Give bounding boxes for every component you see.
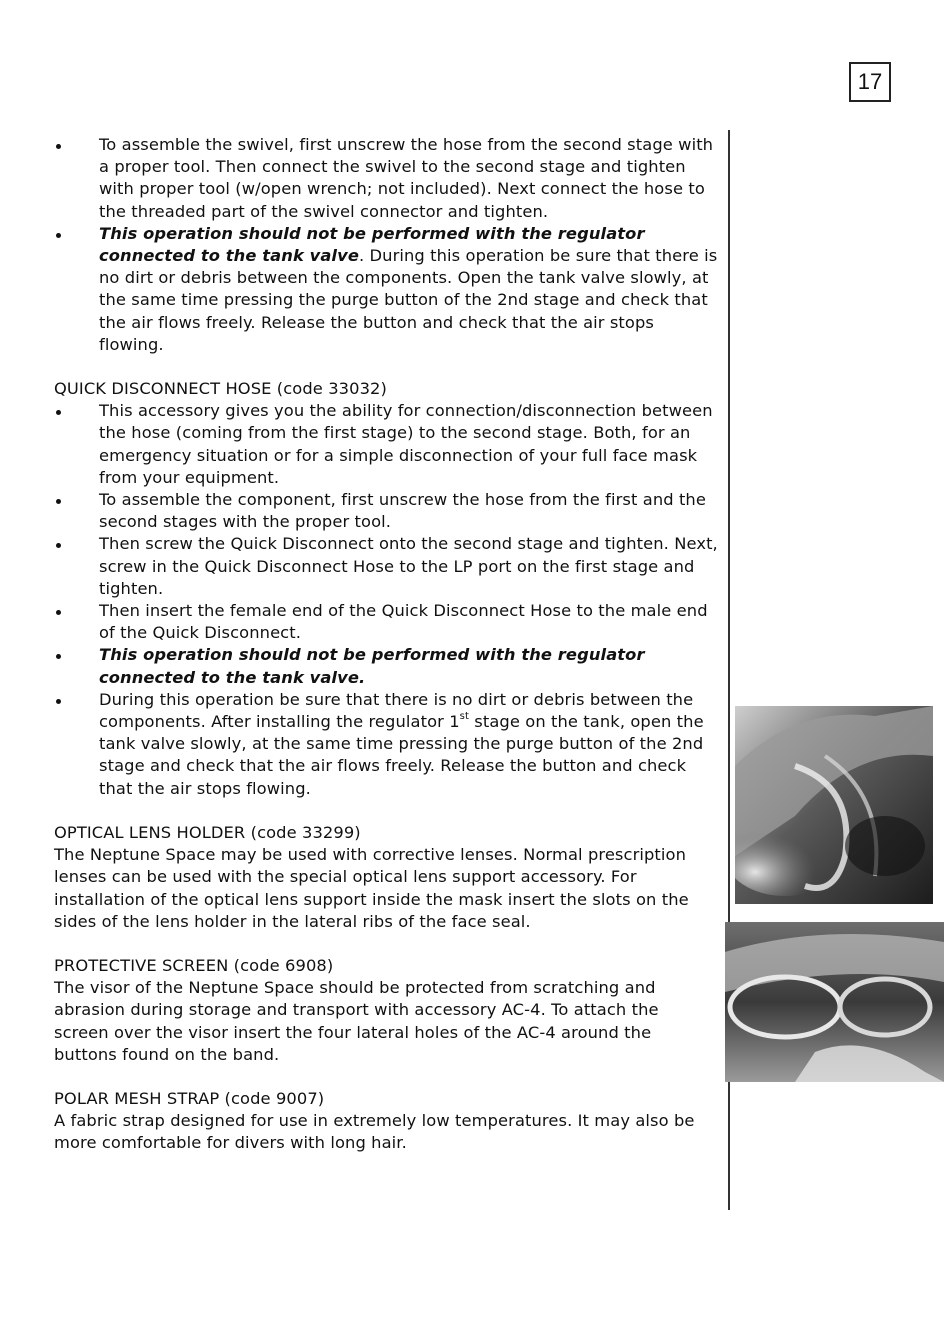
section-heading-polar: POLAR MESH STRAP (code 9007): [54, 1088, 325, 1108]
text-part: During this operation be sure that there is no dirt or debris between the components. After installing the regulator 1: [99, 689, 694, 732]
section-body-optical: The Neptune Space may be used with corrective lenses. Normal prescription lenses can be used with the special optical lens support accessory. For installation of the optical lens support inside the mask insert the slots on the sides of the lens holder in the lateral ribs of the face seal.: [54, 845, 689, 931]
list-item: To assemble the swivel, first unscrew the hose from the second stage with a proper tool. Then connect the swivel to the second stage and tighten with proper tool (w/open wrench; not included). Next connect the hose to the threaded part of the swivel connector and tighten.: [54, 134, 718, 223]
list-item: To assemble the component, first unscrew the hose from the first and the second stages with the proper tool.: [54, 489, 718, 533]
list-item: [54, 689, 718, 800]
section-heading-protective: PROTECTIVE SCREEN (code 6908): [54, 955, 334, 975]
list-item: Then screw the Quick Disconnect onto the second stage and tighten. Next, screw in the Quick Disconnect Hose to the LP port on the first stage and tighten.: [54, 533, 718, 600]
section-body-protective: The visor of the Neptune Space should be protected from scratching and abrasion during storage and transport with accessory AC-4. To attach the screen over the visor insert the four lateral holes of the AC-4 around the buttons found on the band.: [54, 978, 659, 1064]
swivel-list: [54, 134, 718, 356]
list-item: Then insert the female end of the Quick Disconnect Hose to the male end of the Quick Disconnect.: [54, 600, 718, 644]
photo-lens-insert: [725, 922, 944, 1082]
section-heading-optical: OPTICAL LENS HOLDER (code 33299): [54, 822, 361, 842]
superscript: st: [459, 710, 470, 722]
section-heading-quick-disconnect: QUICK DISCONNECT HOSE (code 33032): [54, 379, 387, 399]
list-item: This accessory gives you the ability for connection/disconnection between the hose (coming from the first stage) to the second stage. Both, for an emergency situation or for a simple disconnection of your full face mask from your equipment.: [54, 400, 718, 489]
list-item: [54, 223, 718, 356]
warning-emphasis: This operation should not be performed with the regulator connected to the tank valve: [99, 223, 645, 266]
main-text: [54, 134, 718, 1155]
photo-lens-holder-mask: [735, 706, 933, 904]
list-item-warning: This operation should not be performed with the regulator connected to the tank valve.: [54, 644, 718, 688]
text-part: stage on the tank, open the tank valve slowly, at the same time pressing the purge button of the 2nd stage and check that the air flows freely. Release the button and check that the air stops flowing.: [99, 712, 704, 798]
quick-disconnect-list: [54, 400, 718, 800]
warning-rest: . During this operation be sure that there is no dirt or debris between the components. Open the tank valve slowly, at the same time pressing the purge button of the 2nd stage and check that the air flows freely. Release the button and check that the air stops flowing.: [99, 246, 718, 354]
page-number: 17: [849, 62, 891, 102]
section-body-polar: A fabric strap designed for use in extremely low temperatures. It may also be more comfortable for divers with long hair.: [54, 1111, 695, 1153]
